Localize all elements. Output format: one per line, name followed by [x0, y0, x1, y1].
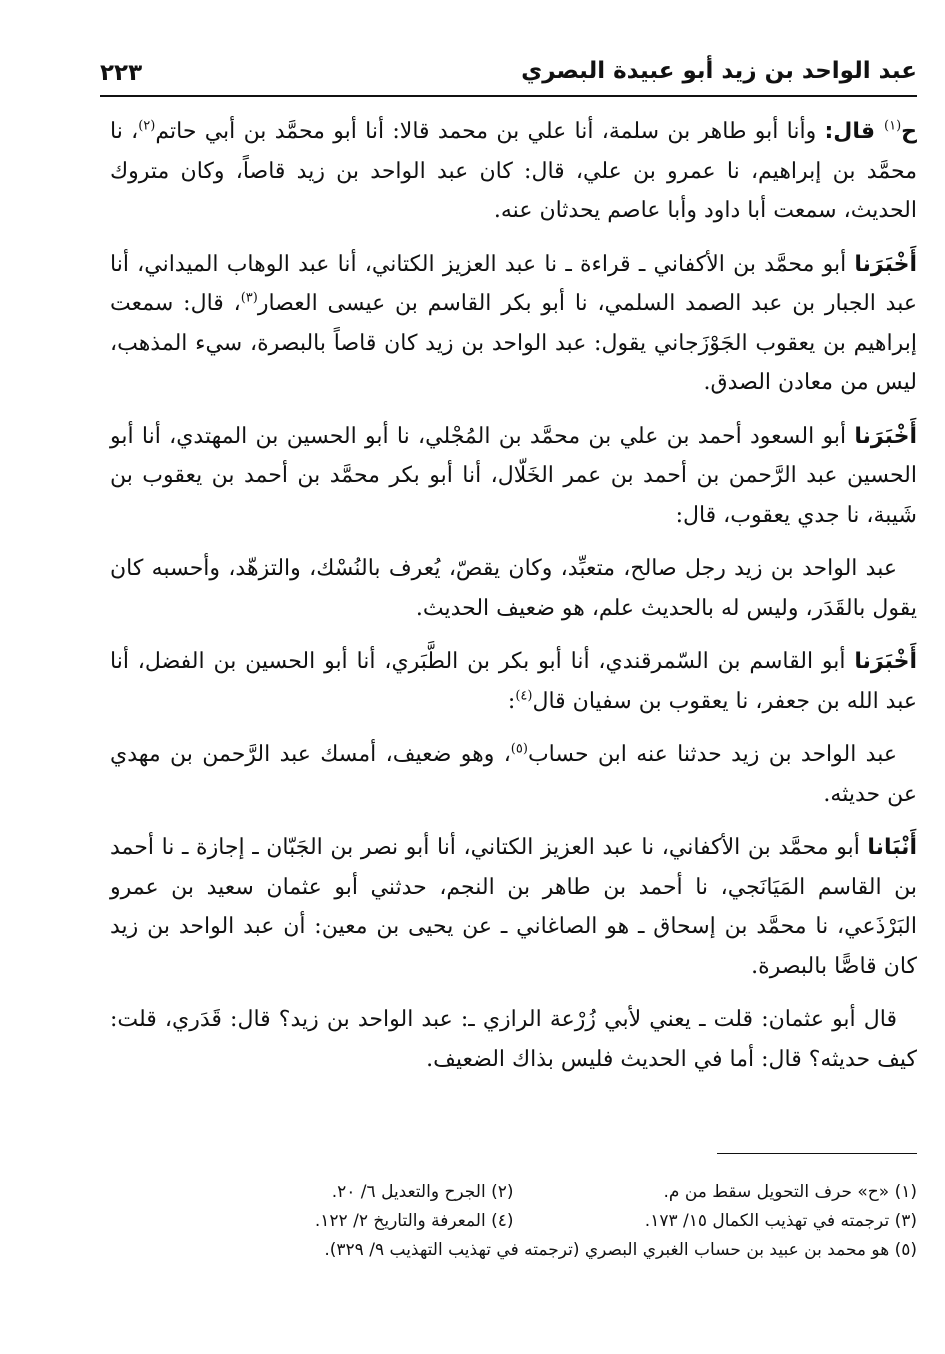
- paragraph-text-cont: ، قال: سمعت إبراهيم بن يعقوب الجَوْزَجاني يقول: عبد الواحد بن زيد كان قاصاً بالبصرة، سيء المذهب، ليس من معادن الصدق.: [110, 291, 917, 395]
- footnotes: [110, 1178, 917, 1265]
- footnote-row: [110, 1207, 917, 1236]
- paragraph-text: عبد الواحد بن زيد حدثنا عنه ابن حساب: [527, 742, 897, 767]
- footnote-ref: (١): [884, 118, 902, 134]
- paragraph-text: قال أبو عثمان: قلت ـ يعني لأبي زُرْعة الرازي ـ: عبد الواحد بن زيد؟ قال: قَدَري، قلت: كيف حديثه؟ قال: أما في الحديث فليس بذاك الضعيف.: [110, 1007, 917, 1072]
- paragraph-text-cont: ، وهو ضعيف، أمسك عبد الرَّحمن بن مهدي عن حديثه.: [110, 742, 917, 807]
- paragraph-text: عبد الواحد بن زيد رجل صالح، متعبِّد، وكان يقصّ، يُعرف بالنُسْك، والتزهّد، وأحسبه كان يقول بالقَدَر، وليس له بالحديث علم، هو ضعيف الحديث.: [110, 556, 917, 621]
- footnote-ref: (٣): [240, 290, 258, 306]
- footnote-ref: (٢): [138, 118, 156, 134]
- paragraph-text-cont: :: [507, 688, 516, 714]
- paragraph-text-cont: ، نا محمَّد بن إبراهيم، نا عمرو بن علي، قال: كان عبد الواحد بن زيد قاصاً، وكان متروك الحديث، سمعت أبا داود وأبا عاصم يحدثان عنه.: [110, 119, 917, 223]
- keyword: أَخْبَرَنا: [854, 649, 917, 674]
- footnote-3: (٣) ترجمته في تهذيب الكمال ١٥/ ١٧٣.: [644, 1211, 917, 1231]
- running-header: [100, 52, 917, 92]
- paragraph-text: أبو محمَّد بن الأكفاني ـ قراءة ـ نا عبد العزيز الكتاني، أنا عبد الوهاب الميداني، أنا عبد الجبار بن عبد الصمد السلمي، نا أبو بكر القاسم بن عيسى العصار: [110, 251, 917, 316]
- paragraph-text: أبو محمَّد بن الأكفاني، نا عبد العزيز الكتاني، أنا أبو نصر بن الجَبّان ـ إجازة ـ نا أحمد بن القاسم المَيَانَجي، نا أحمد بن طاهر بن النجم، حدثني أبو عثمان سعيد بن عمرو البَرْذَعي، نا محمَّد بن إسحاق ـ هو الصاغاني ـ عن يحيى بن معين: أن عبد الواحد بن زيد كان قاصًّا بالبصرة.: [110, 835, 917, 979]
- keyword: قال:: [824, 119, 885, 144]
- footnote-4: (٤) المعرفة والتاريخ ٢/ ١٢٢.: [314, 1211, 514, 1231]
- paragraph-text: وأنا أبو طاهر بن سلمة، أنا علي بن محمد قالا: أنا أبو محمَّد بن أبي حاتم: [155, 119, 825, 144]
- page-number: ٢٢٣: [100, 60, 143, 86]
- keyword: أَنْبَانا: [867, 835, 917, 860]
- footnote-2: (٢) الجرح والتعديل ٦/ ٢٠.: [331, 1182, 514, 1202]
- keyword: أَخْبَرَنا: [854, 423, 917, 449]
- paragraph-text: أبو السعود أحمد بن علي بن محمَّد بن المُجْلي، نا أبو الحسين بن المهتدي، أنا أبو الحسين عبد الرَّحمن بن أحمد بن عمر الخَلّال، أنا أبو بكر محمَّد بن أحمد بن يعقوب بن شَيبة، نا جدي يعقوب، قال:: [110, 423, 917, 528]
- footnote-row: [110, 1236, 917, 1265]
- header-rule: [100, 95, 917, 97]
- paragraph-8: [110, 1000, 917, 1079]
- running-title: عبد الواحد بن زيد أبو عبيدة البصري: [521, 58, 917, 84]
- paragraph-5: [110, 642, 917, 721]
- lead-letter: ح: [901, 119, 918, 144]
- paragraph-3: [110, 417, 917, 536]
- paragraph-6: [110, 735, 917, 814]
- footnote-ref: (٤): [515, 688, 533, 704]
- footnote-1: (١) «ح» حرف التحويل سقط من م.: [663, 1182, 917, 1202]
- paragraph-1: [110, 112, 917, 231]
- footnote-rule: [717, 1153, 917, 1154]
- keyword: أَخْبَرَنا: [854, 251, 917, 277]
- paragraph-7: [110, 828, 917, 986]
- main-text: [110, 112, 917, 1093]
- paragraph-4: [110, 549, 917, 628]
- footnote-5: (٥) هو محمد بن عبيد بن حساب الغبري البصري (ترجمته في تهذيب التهذيب ٩/ ٣٢٩).: [324, 1240, 917, 1260]
- footnote-row: [110, 1178, 917, 1207]
- paragraph-text: أبو القاسم بن السّمرقندي، أنا أبو بكر بن الطَّبَري، أنا أبو الحسين بن الفضل، أنا عبد الله بن جعفر، نا يعقوب بن سفيان قال: [110, 649, 917, 714]
- paragraph-2: [110, 245, 917, 403]
- footnote-ref: (٥): [510, 741, 528, 757]
